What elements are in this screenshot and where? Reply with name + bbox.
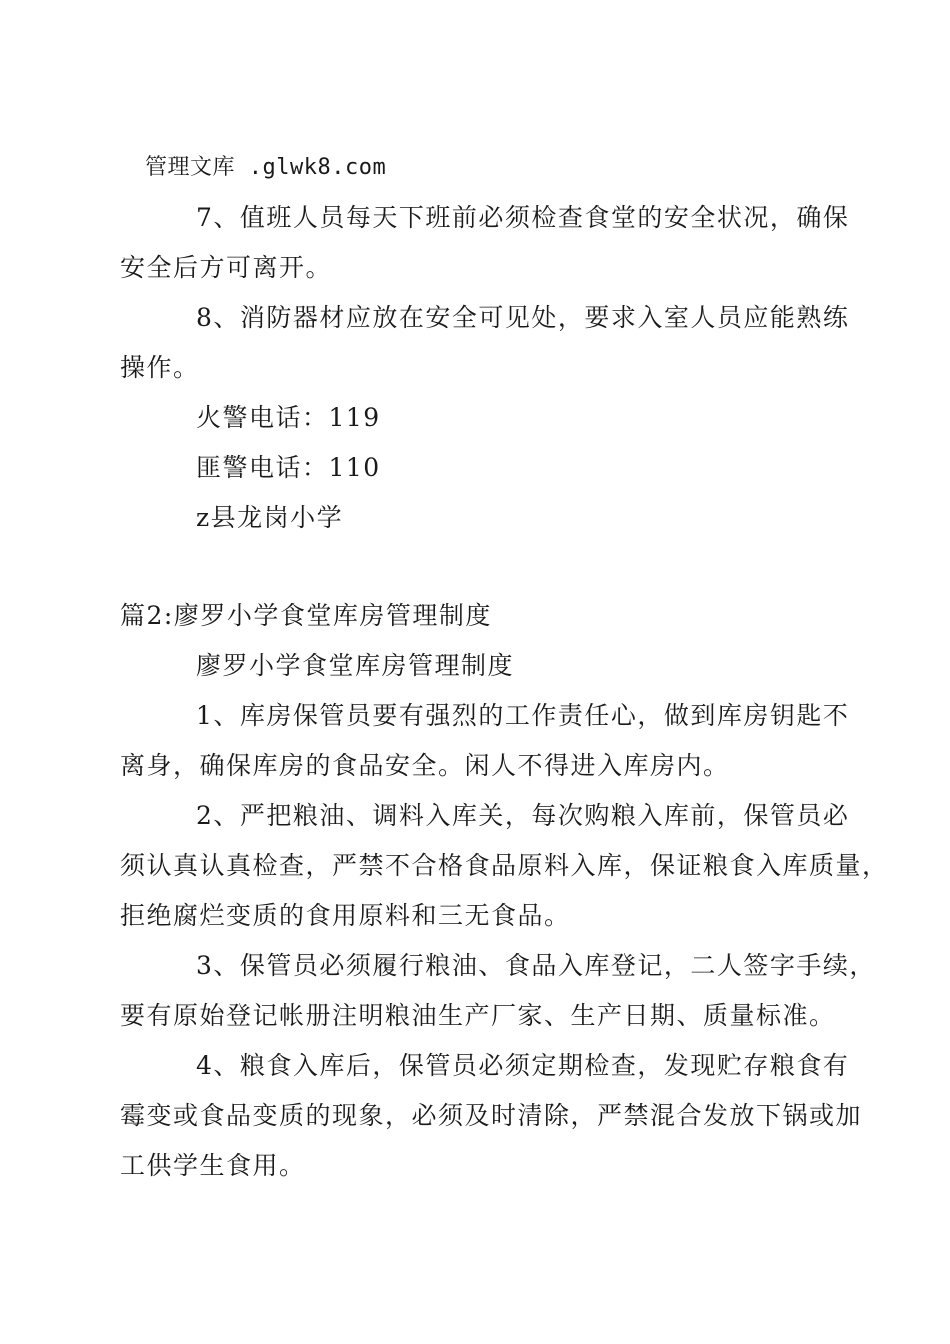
item-4-line-3: 工供学生食用。 [120, 1151, 306, 1180]
section-heading: 篇2:廖罗小学食堂库房管理制度 [120, 601, 492, 630]
item-1-line-2: 离身，确保库房的食品安全。闲人不得进入库房内。 [120, 751, 730, 780]
item-7-line-2: 安全后方可离开。 [120, 253, 333, 282]
item-4-line-1: 4、粮食入库后，保管员必须定期检查，发现贮存粮食有 [196, 1051, 850, 1080]
item-2-line-3: 拒绝腐烂变质的食用原料和三无食品。 [120, 901, 571, 930]
item-2-line-2: 须认真认真检查，严禁不合格食品原料入库，保证粮食入库质量， [120, 851, 889, 880]
item-4-line-2: 霉变或食品变质的现象，必须及时清除，严禁混合发放下锅或加 [120, 1101, 863, 1130]
item-3-line-1: 3、保管员必须履行粮油、食品入库登记，二人签字手续， [196, 951, 876, 980]
section-title: 廖罗小学食堂库房管理制度 [196, 651, 515, 680]
item-8-line-2: 操作。 [120, 353, 200, 382]
fire-phone: 火警电话：119 [196, 403, 381, 432]
item-1-line-1: 1、库房保管员要有强烈的工作责任心，做到库房钥匙不 [196, 701, 850, 730]
police-phone: 匪警电话：110 [196, 453, 381, 482]
item-2-line-1: 2、严把粮油、调料入库关，每次购粮入库前，保管员必 [196, 801, 850, 830]
site-label: 管理文库 .glwk8.com [145, 155, 387, 180]
school-name: z县龙岗小学 [196, 503, 344, 532]
item-8-line-1: 8、消防器材应放在安全可见处，要求入室人员应能熟练 [196, 303, 850, 332]
item-7-line-1: 7、值班人员每天下班前必须检查食堂的安全状况，确保 [196, 203, 850, 232]
item-3-line-2: 要有原始登记帐册注明粮油生产厂家、生产日期、质量标准。 [120, 1001, 836, 1030]
